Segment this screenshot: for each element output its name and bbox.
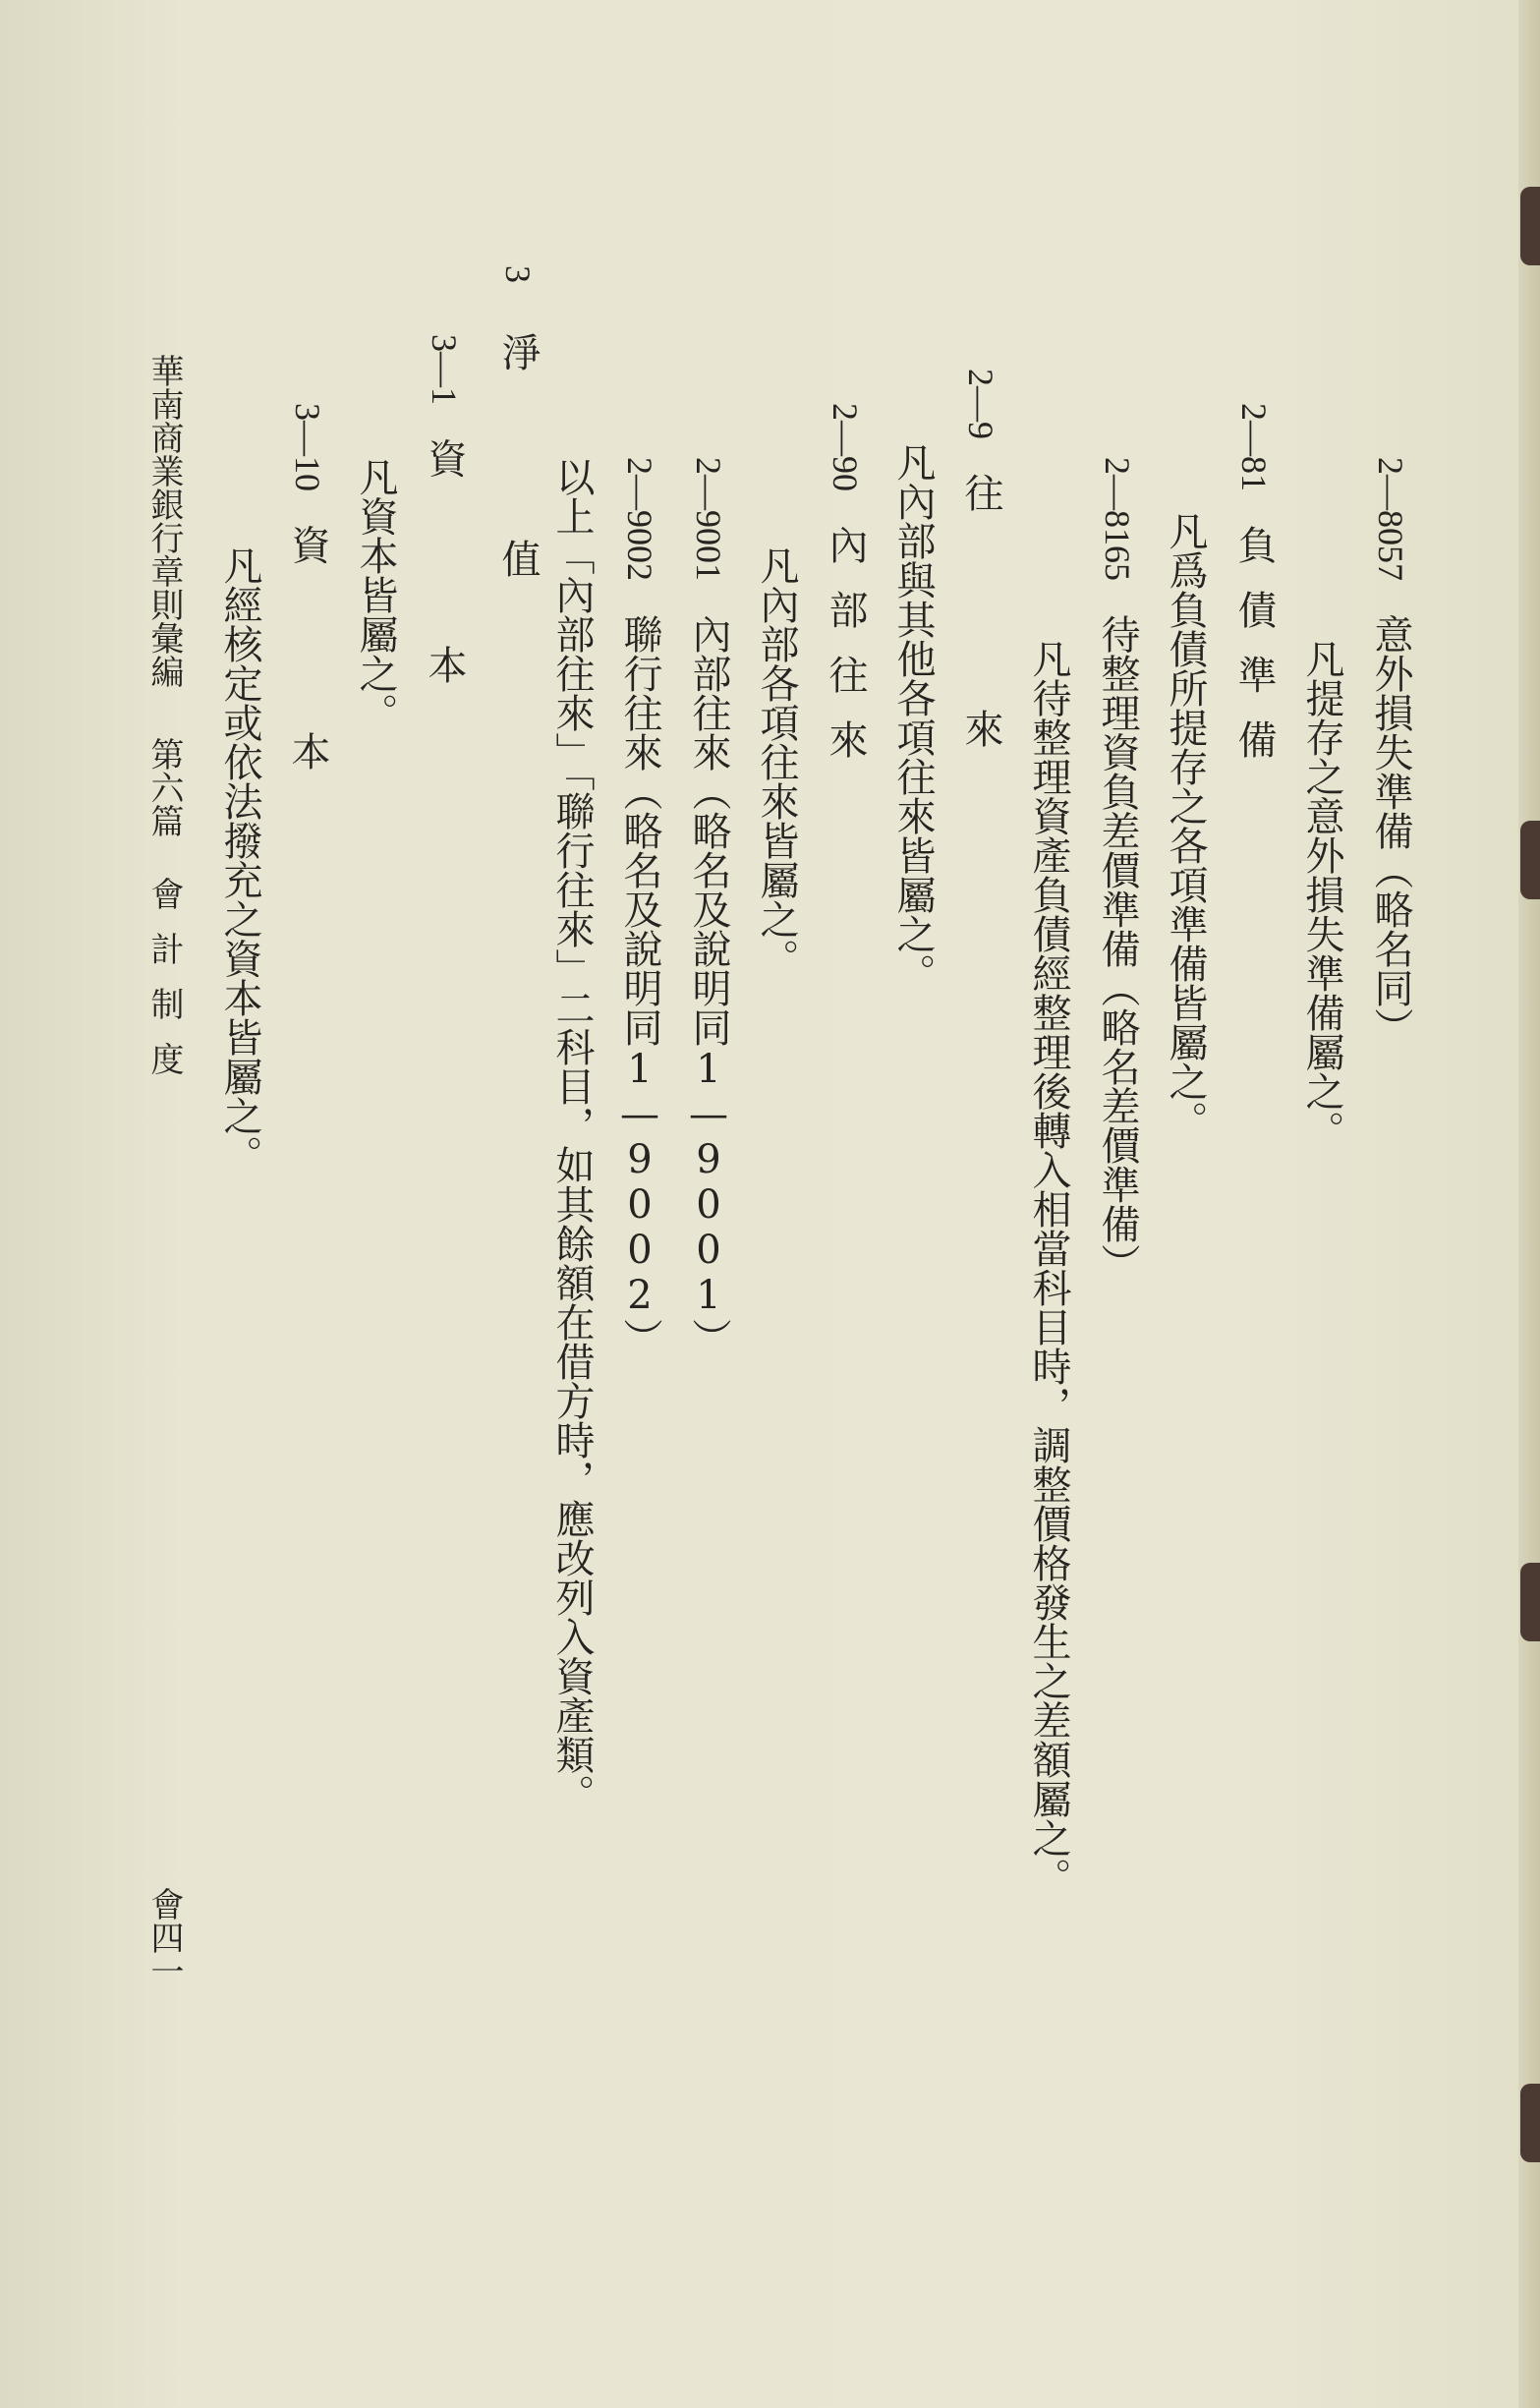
entry-3-10 — [286, 403, 329, 938]
entry-description: 凡內部與其他各項往來皆屬之。 — [890, 442, 936, 993]
entry-2-90 — [824, 403, 867, 784]
account-code: 2—9 — [961, 369, 1000, 439]
entry-description: 凡爲負債所提存之各項準備皆屬之。 — [1163, 511, 1208, 1140]
entry-description: 凡經核定或依法撥充之資本皆屬之。 — [217, 545, 262, 1175]
binding-hole — [1520, 1563, 1540, 1641]
section-title: 會計制度 — [144, 877, 184, 1097]
account-code: 3—1 — [425, 334, 464, 405]
binding-hole — [1520, 187, 1540, 265]
account-code: 3—10 — [288, 403, 327, 491]
entry-description: 凡內部各項往來皆屬之。 — [754, 545, 799, 978]
account-code: 2—8165 — [1098, 457, 1137, 581]
account-code: 3 — [498, 265, 538, 283]
account-title: 聯行往來（略名及說明同1—9002） — [617, 614, 662, 1357]
entry-2-9002 — [618, 457, 661, 1357]
account-title: 內部往來（略名及說明同1—9001） — [686, 614, 731, 1357]
account-title: 往來 — [958, 473, 1003, 945]
entry-description: 以上「內部往來」「聯行往來」二科目，如其餘額在借方時，應改列入資產類。 — [549, 457, 595, 1813]
account-code: 2—90 — [826, 403, 865, 491]
account-code: 2—8057 — [1371, 457, 1410, 581]
book-title: 華南商業銀行章則彙編 — [144, 354, 184, 688]
account-title: 資本 — [422, 438, 467, 851]
account-code: 2—9001 — [689, 457, 728, 581]
entry-2-8057 — [1369, 457, 1412, 1047]
entry-2-81 — [1232, 403, 1276, 784]
entry-2-8165 — [1096, 457, 1139, 1283]
account-title: 資本 — [285, 525, 330, 938]
account-code: 2—9002 — [620, 457, 659, 581]
account-title: 內部往來 — [823, 525, 868, 784]
chapter-label: 第六篇 — [144, 737, 184, 837]
account-code: 2—81 — [1234, 403, 1274, 491]
page-number: 會四一 — [144, 1887, 184, 1987]
entry-2-9001 — [687, 457, 730, 1357]
entry-description: 凡資本皆屬之。 — [353, 457, 398, 732]
account-title: 淨值 — [495, 332, 541, 745]
running-footer — [145, 354, 183, 1097]
account-title: 意外損失準備（略名同） — [1368, 614, 1413, 1047]
entry-description: 凡提存之意外損失準備屬之。 — [1299, 639, 1344, 1150]
entry-2-9 — [959, 369, 1002, 945]
account-title: 待整理資負差價準備（略名差價準備） — [1095, 614, 1140, 1283]
binding-edge — [1518, 0, 1540, 2408]
entry-description: 凡待整理資產負債經整理後轉入相當科目時，調整價格發生之差額屬之。 — [1026, 639, 1071, 1897]
account-title: 負債準備 — [1231, 525, 1277, 784]
entry-3 — [496, 265, 540, 745]
binding-hole — [1520, 821, 1540, 899]
binding-hole — [1520, 2084, 1540, 2162]
entry-3-1 — [423, 334, 466, 851]
